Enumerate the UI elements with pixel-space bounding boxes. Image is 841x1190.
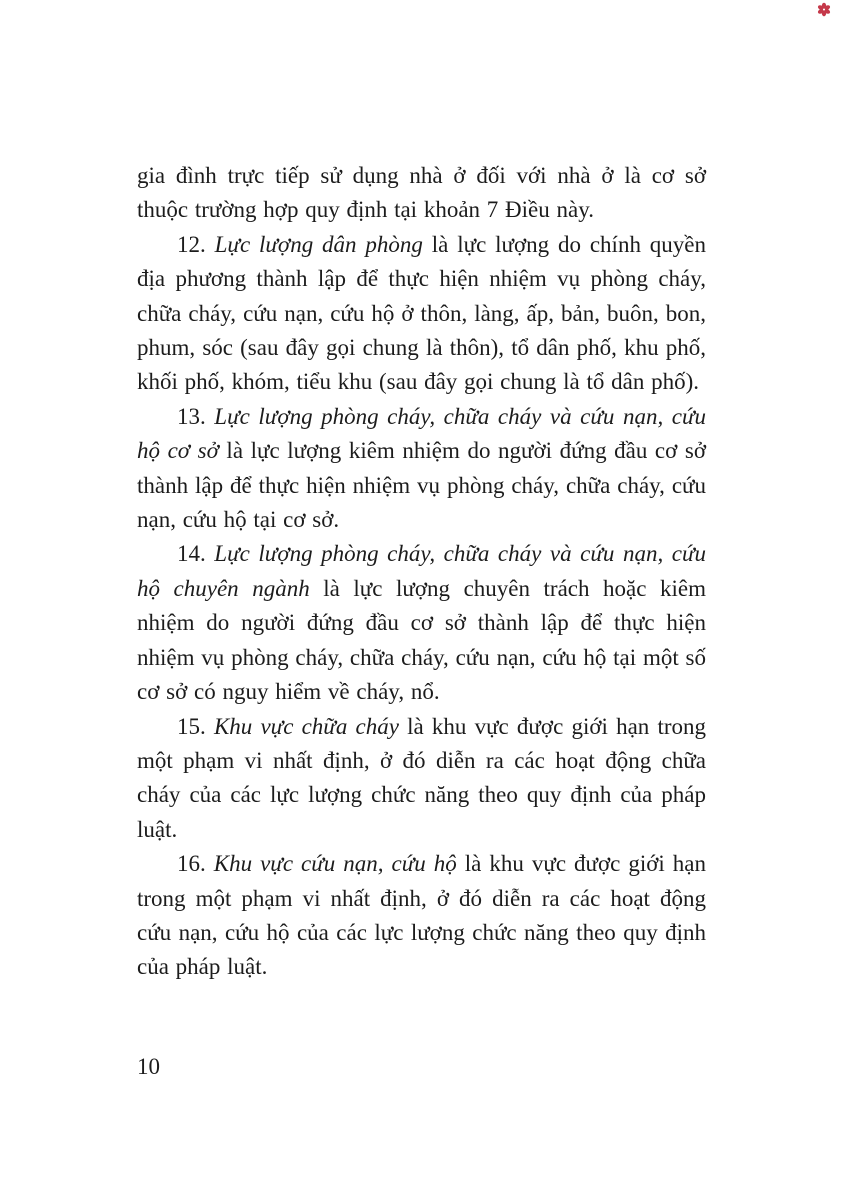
defined-term: Khu vực cứu nạn, cứu hộ (213, 851, 457, 877)
defined-term: Lực lượng dân phòng (214, 231, 423, 257)
text-run: 14. (177, 541, 215, 567)
paragraph (137, 847, 706, 985)
paragraph (137, 710, 706, 848)
page-text (137, 159, 706, 985)
text-run: là khu vực được giới hạn trong một phạm vi nhất định, ở đó diễn ra các hoạt động chữa cháy của các lực lượng chức năng theo quy định của pháp luật. (137, 713, 707, 842)
paragraph (137, 537, 706, 709)
defined-term: Lực lượng phòng cháy, chữa cháy và cứu nạn, cứu hộ chuyên ngành (137, 541, 706, 601)
flower-ornament-icon (817, 2, 831, 17)
text-run: 13. (177, 403, 215, 429)
defined-term: Lực lượng phòng cháy, chữa cháy và cứu nạn, cứu hộ cơ sở (137, 403, 706, 464)
text-run: 12. (177, 231, 215, 257)
defined-term: Khu vực chữa cháy (213, 713, 399, 739)
text-run: gia đình trực tiếp sử dụng nhà ở đối với nhà ở là cơ sở thuộc trường hợp quy định tại khoản 7 Điều này. (137, 163, 706, 223)
text-run: là lực lượng do chính quyền địa phương thành lập để thực hiện nhiệm vụ phòng cháy, chữa cháy, cứu nạn, cứu hộ ở thôn, làng, ấp, bản, buôn, bon, phum, sóc (sau đây gọi chung là thôn), tổ dân phố, khu phố, khối phố, khóm, tiểu khu (sau đây gọi chung là tổ dân phố). (137, 231, 707, 395)
flower-center (823, 8, 825, 10)
paragraph (137, 400, 706, 538)
page-number: 10 (137, 1054, 160, 1079)
text-run: 15. (177, 713, 214, 739)
text-run: là lực lượng chuyên trách hoặc kiêm nhiệm do người đứng đầu cơ sở thành lập để thực hiện nhiệm vụ phòng cháy, chữa cháy, cứu nạn, cứu hộ tại một số cơ sở có nguy hiểm về cháy, nổ. (137, 575, 706, 705)
paragraph (137, 159, 706, 228)
paragraph (137, 228, 706, 400)
text-run: là lực lượng kiêm nhiệm do người đứng đầu cơ sở thành lập để thực hiện nhiệm vụ phòng cháy, chữa cháy, cứu nạn, cứu hộ tại cơ sở. (137, 438, 706, 533)
text-run: là khu vực được giới hạn trong một phạm vi nhất định, ở đó diễn ra các hoạt động cứu nạn, cứu hộ của các lực lượng chức năng theo quy định của pháp luật. (137, 851, 707, 980)
text-run: 16. (177, 851, 214, 877)
